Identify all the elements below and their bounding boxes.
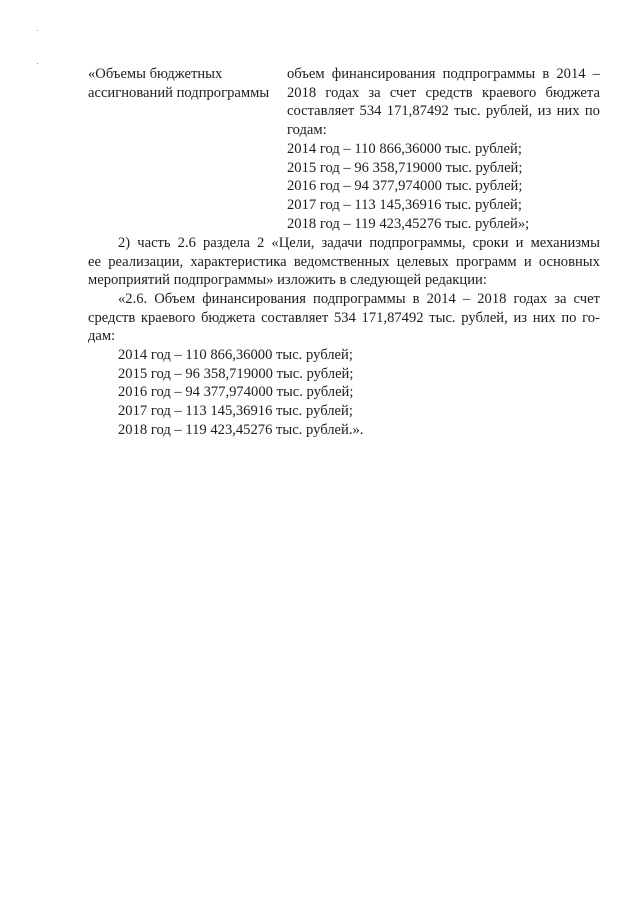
word: ведомственных	[293, 253, 390, 270]
word: финансирования	[202, 291, 306, 307]
word: тыс.	[429, 309, 456, 326]
item2-line: мероприятий подпрограммы» изложить в следующей редакции:	[88, 272, 487, 289]
table-year-line: 2016 год – 94 377,974000 тыс. рублей;	[287, 178, 523, 195]
table-year-line: 2017 год – 113 145,36916 тыс. рублей;	[287, 197, 522, 214]
word: бюджета	[200, 309, 256, 326]
word: из	[537, 103, 552, 120]
word: –	[592, 66, 600, 82]
word: тыс.	[454, 103, 481, 120]
word: за	[368, 84, 381, 101]
word: счет	[573, 291, 600, 307]
section-2-6-line: дам:	[88, 328, 116, 345]
item2-line	[118, 236, 600, 251]
word: 2014	[426, 291, 456, 307]
word: рублей,	[461, 309, 508, 326]
word: «Цели,	[271, 235, 315, 251]
word: и	[515, 235, 524, 251]
word: 534	[359, 103, 382, 120]
word: 2)	[118, 235, 131, 251]
word: краевого	[481, 84, 537, 101]
word: 171,87492	[361, 309, 424, 326]
table-year-line: 2015 год – 96 358,719000 тыс. рублей;	[287, 159, 523, 176]
word: го-	[582, 309, 600, 326]
margin-mark-top	[37, 30, 38, 31]
word: бюджета	[545, 84, 600, 101]
word: по	[584, 103, 600, 120]
word: за	[554, 291, 567, 307]
word: в	[542, 66, 550, 82]
word: реализации,	[108, 253, 184, 270]
table-value-line	[287, 86, 600, 101]
table-year-line: 2014 год – 110 866,36000 тыс. рублей;	[287, 141, 522, 157]
table-label-line: ассигнований подпрограммы	[88, 84, 270, 101]
word: основных	[538, 253, 600, 270]
word: средств	[425, 84, 473, 101]
word: подпрограммы	[442, 66, 536, 82]
word: по	[561, 309, 577, 326]
word: подпрограммы,	[369, 235, 466, 251]
word: часть	[137, 235, 171, 251]
word: рублей,	[485, 103, 533, 120]
word: краевого	[140, 309, 196, 326]
word: в	[412, 291, 420, 307]
word: сроки	[472, 235, 509, 251]
word: 2	[257, 235, 265, 251]
word: них	[532, 309, 556, 326]
word: ее	[88, 253, 101, 270]
word: годах	[513, 291, 548, 307]
word: и	[523, 253, 532, 270]
word: них	[556, 103, 580, 120]
word: 2.6	[177, 235, 196, 251]
word: 534	[333, 309, 356, 326]
section-2-6-year-line: 2018 год – 119 423,45276 тыс. рублей.».	[118, 421, 364, 438]
word: раздела	[202, 235, 250, 251]
table-value-line	[287, 104, 600, 119]
word: задачи	[321, 235, 363, 251]
word: средств	[88, 309, 136, 326]
section-2-6-year-line: 2015 год – 96 358,719000 тыс. рублей;	[118, 365, 354, 382]
table-value-line: годам:	[287, 122, 327, 139]
section-2-6-year-line: 2014 год – 110 866,36000 тыс. рублей;	[118, 347, 353, 363]
word: 2014	[556, 66, 586, 82]
word: характеристика	[190, 253, 287, 270]
word: целевых	[396, 253, 449, 270]
word: 2018	[477, 291, 507, 307]
word: из	[513, 309, 528, 326]
word: –	[462, 291, 471, 307]
word: 2018	[287, 84, 317, 101]
table-year-line: 2018 год – 119 423,45276 тыс. рублей»;	[287, 215, 530, 232]
section-2-6-line	[118, 292, 600, 307]
word: составляет	[261, 309, 329, 326]
item2-line	[88, 255, 600, 270]
word: счет	[389, 84, 417, 101]
word: финансирования	[331, 66, 436, 82]
word: Объем	[154, 291, 196, 307]
section-2-6-year-line: 2017 год – 113 145,36916 тыс. рублей;	[118, 403, 353, 420]
word: «2.6.	[118, 291, 148, 307]
section-2-6-year-line: 2016 год – 94 377,974000 тыс. рублей;	[118, 384, 354, 401]
word: 171,87492	[386, 103, 449, 120]
word: годах	[325, 84, 360, 101]
margin-mark-bottom	[37, 63, 38, 64]
table-value-line	[287, 67, 600, 82]
word: механизмы	[530, 235, 600, 251]
section-2-6-line	[88, 311, 600, 326]
word: подпрограммы	[313, 291, 406, 307]
table-label-line: «Объемы бюджетных	[88, 66, 223, 82]
word: составляет	[287, 103, 355, 120]
word: объем	[287, 66, 325, 82]
word: программ	[455, 253, 517, 270]
